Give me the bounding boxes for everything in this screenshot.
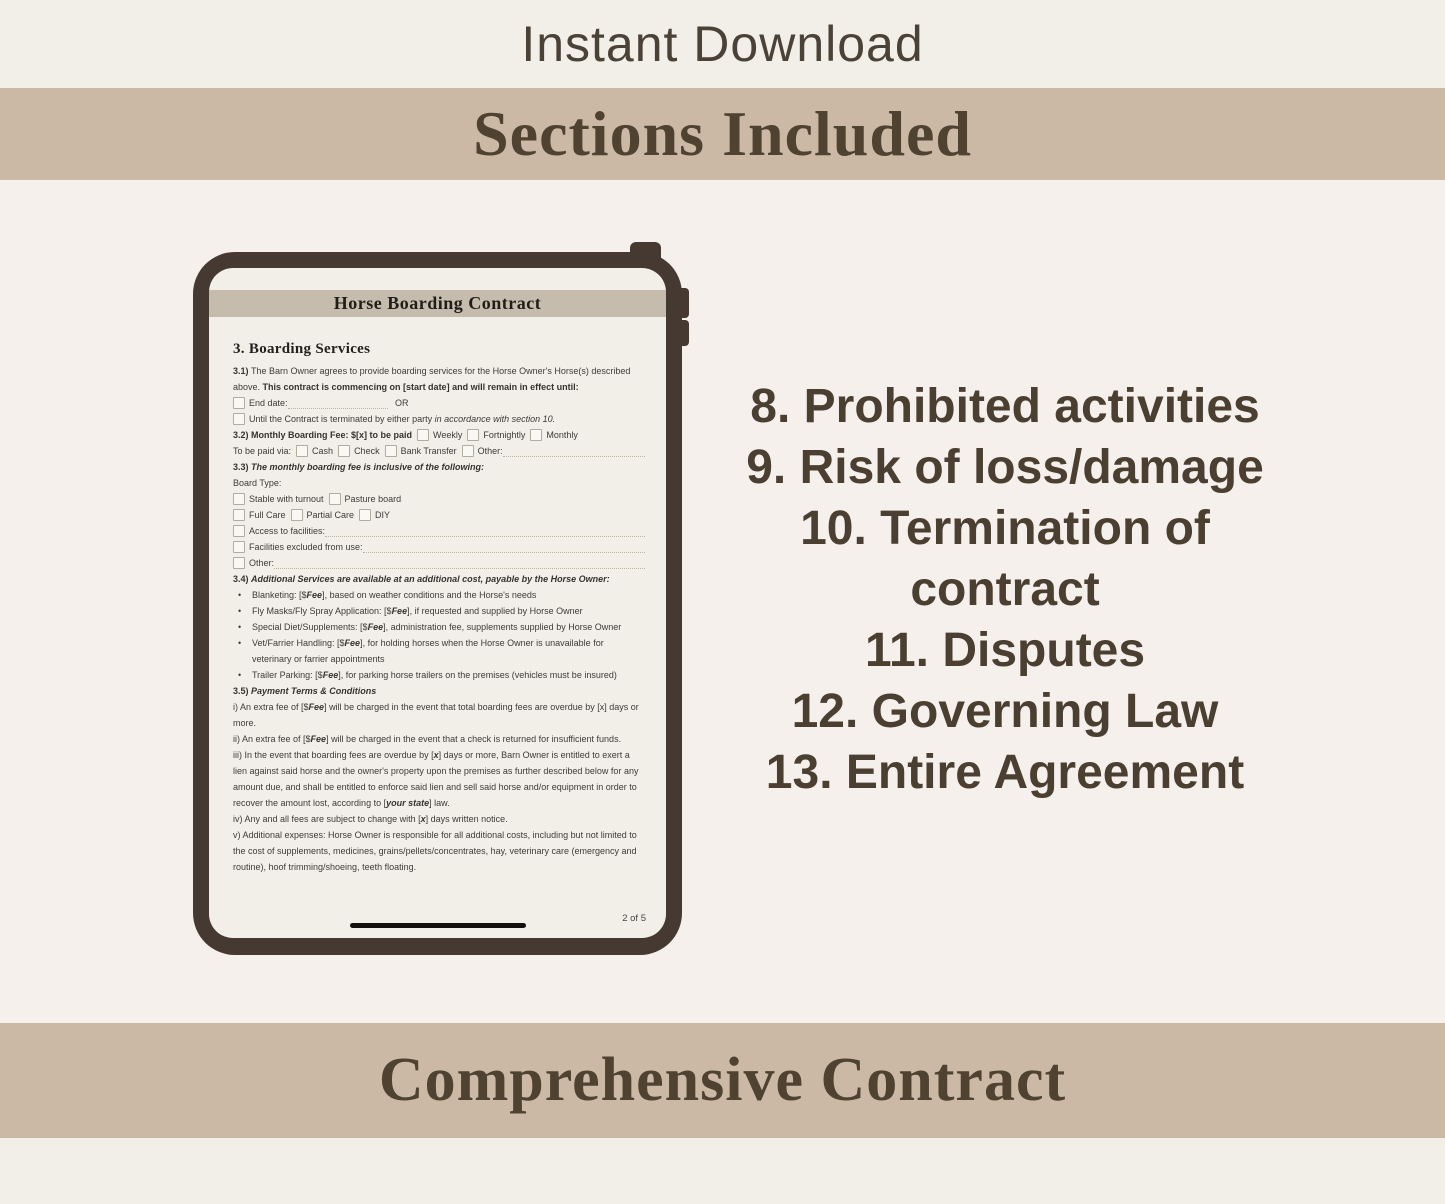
document-text: Vet/Farrier Handling: [$ [252, 638, 345, 648]
document-line [233, 811, 645, 827]
sections-included-title: Sections Included [473, 98, 972, 169]
document-text: Partial Care [306, 510, 360, 520]
fill-in-line[interactable] [325, 525, 645, 537]
document-text: Special Diet/Supplements: [$ [252, 622, 368, 632]
sections-list [725, 376, 1285, 803]
bullet-text [252, 667, 645, 683]
document-line [233, 395, 645, 411]
document-text: 3.5) [233, 686, 252, 696]
document-text: ], for holding horses when the Horse Owner is unavailable for veterinary or farrier appointments [252, 638, 607, 664]
document-line [233, 411, 645, 427]
checkbox-icon[interactable] [233, 509, 245, 521]
document-text: x [420, 814, 426, 824]
document-bullet-line [233, 667, 645, 683]
document-text: Payment Terms & Conditions [251, 686, 377, 696]
sections-included-banner [0, 88, 1445, 180]
document-text: x [433, 750, 439, 760]
document-text: your state [386, 798, 430, 808]
checkbox-icon[interactable] [291, 509, 303, 521]
document-text: Board Type: [233, 478, 282, 488]
document-text: Fee [322, 670, 339, 680]
document-title: Horse Boarding Contract [333, 293, 542, 313]
document-text: Until the Contract is terminated by either party [249, 414, 435, 424]
checkbox-icon[interactable] [417, 429, 429, 441]
tablet-mockup [193, 252, 682, 955]
document-line [233, 459, 645, 475]
document-text: Fee [344, 638, 361, 648]
document-text: Cash [312, 446, 339, 456]
document-text: ] days written notice. [425, 814, 508, 824]
section-list-item: 13. Entire Agreement [765, 746, 1245, 799]
document-text: ], administration fee, supplements supplied by Horse Owner [383, 622, 622, 632]
bullet-text [252, 619, 645, 635]
document-text: in accordance with section 10. [434, 414, 556, 424]
top-strip [0, 0, 1445, 88]
fill-in-line[interactable] [288, 397, 388, 409]
checkbox-icon[interactable] [329, 493, 341, 505]
document-text: Stable with turnout [249, 494, 329, 504]
checkbox-icon[interactable] [385, 445, 397, 457]
document-text: ], if requested and supplied by Horse Owner [407, 606, 583, 616]
section-heading: 3. Boarding Services [233, 341, 371, 357]
document-line [233, 427, 645, 443]
bullet-text [252, 603, 645, 619]
comprehensive-contract-title: Comprehensive Contract [378, 1046, 1067, 1114]
document-line [233, 539, 645, 555]
document-header-band [209, 290, 666, 317]
checkbox-icon[interactable] [338, 445, 350, 457]
document-text: Bank Transfer [400, 446, 462, 456]
document-text: v) Additional expenses: Horse Owner is responsible for all additional costs, including but not limited to the cost of supplements, medicines, grains/pellets/concentrates, hay, veterinary care (emergency and routine), hoof trimming/shoeing, teeth floating. [233, 830, 640, 872]
document-line [233, 571, 645, 587]
document-text: Full Care [249, 510, 291, 520]
document-text: Monthly [546, 430, 578, 440]
document-text: ], for parking horse trailers on the premises (vehicles must be insured) [338, 670, 617, 680]
document-line [233, 523, 645, 539]
document-bullet-line [233, 635, 645, 667]
document-text: 3.2) Monthly Boarding Fee: $[x] to be paid [233, 430, 418, 440]
document-line [233, 683, 645, 699]
bullet-text [252, 587, 645, 603]
document-text: End date: [249, 398, 288, 408]
checkbox-icon[interactable] [530, 429, 542, 441]
document-text: i) An extra fee of [$ [233, 702, 309, 712]
section-list-item: 8. Prohibited activities [750, 380, 1260, 433]
bullet-icon: • [238, 670, 242, 680]
fill-in-line[interactable] [363, 541, 645, 553]
document-line [233, 491, 645, 507]
document-text: iii) In the event that boarding fees are overdue by [ [233, 750, 434, 760]
document-text: The monthly boarding fee is inclusive of the following: [251, 462, 485, 472]
document-body [233, 363, 645, 875]
document-text: Fee [367, 622, 384, 632]
document-text: Fee [310, 734, 327, 744]
checkbox-icon[interactable] [233, 493, 245, 505]
checkbox-icon[interactable] [467, 429, 479, 441]
bullet-icon: • [238, 622, 242, 632]
page-indicator: 2 of 5 [622, 913, 646, 924]
document-line [233, 507, 645, 523]
document-text: ] will be charged in the event that a check is returned for insufficient funds. [326, 734, 622, 744]
document-text: Additional Services are available at an additional cost, payable by the Horse Owner: [251, 574, 610, 584]
document-text: 3.3) [233, 462, 252, 472]
bullet-icon: • [238, 590, 242, 600]
document-line [233, 731, 645, 747]
document-text: This contract is commencing on [start date] and will remain in effect until: [262, 382, 579, 392]
section-list-item: 11. Disputes [864, 624, 1146, 677]
document-text: iv) Any and all fees are subject to change with [ [233, 814, 421, 824]
checkbox-icon[interactable] [359, 509, 371, 521]
document-text: Trailer Parking: [$ [252, 670, 323, 680]
checkbox-icon[interactable] [233, 525, 245, 537]
checkbox-icon[interactable] [296, 445, 308, 457]
document-text: Access to facilities: [249, 526, 326, 536]
checkbox-icon[interactable] [233, 397, 245, 409]
document-line [233, 443, 645, 459]
bullet-text [252, 635, 645, 667]
document-text: Fee [306, 590, 323, 600]
checkbox-icon[interactable] [233, 413, 245, 425]
document-bullet-line [233, 587, 645, 603]
document-text: The Barn Owner agrees to provide boarding services for the Horse Owner's Horse(s) described above. [233, 366, 633, 392]
tablet-screen [209, 268, 666, 938]
document-bullet-line [233, 619, 645, 635]
document-text: ] days or more, Barn Owner is entitled to exert a lien against said horse and the owner's property upon the premises as further described below for any amount due, and shall be entitled to enforce said lien and sell said horse and/or equipment in order to recover the amount lost, according to [ [233, 750, 641, 808]
document-text: ii) An extra fee of [$ [233, 734, 311, 744]
bullet-icon: • [238, 638, 242, 648]
document-text: Other: [249, 558, 275, 568]
document-text: To be paid via: [233, 446, 297, 456]
document-text: ] law. [429, 798, 450, 808]
document-bullet-line [233, 603, 645, 619]
document-text: Fee [308, 702, 325, 712]
bullet-icon: • [238, 606, 242, 616]
document-text: Fortnightly [483, 430, 531, 440]
tablet-volume-up-button[interactable] [680, 288, 689, 318]
document-line [233, 827, 645, 875]
document-line [233, 363, 645, 395]
document-text: Check [354, 446, 385, 456]
main-area [0, 180, 1445, 1023]
document-text: 3.4) [233, 574, 252, 584]
document-line [233, 699, 645, 731]
document-text: Weekly [433, 430, 468, 440]
document-text: Facilities excluded from use: [249, 542, 363, 552]
tablet-volume-down-button[interactable] [680, 320, 689, 346]
bottom-strip [0, 1138, 1445, 1204]
checkbox-icon[interactable] [233, 541, 245, 553]
document-text: ] will be charged in the event that total boarding fees are overdue by [x] days or more. [233, 702, 642, 728]
section-list-item: 10. Termination of contract [800, 502, 1210, 616]
document-text: 3.1) [233, 366, 252, 376]
checkbox-icon[interactable] [233, 557, 245, 569]
home-indicator[interactable] [350, 923, 526, 928]
document-text: Pasture board [344, 494, 402, 504]
section-list-item: 12. Governing Law [791, 685, 1219, 738]
tablet-power-button[interactable] [630, 242, 661, 258]
document-text: Other: [477, 446, 503, 456]
contract-document [233, 341, 645, 875]
fill-in-line[interactable] [503, 445, 645, 457]
comprehensive-contract-banner [0, 1023, 1445, 1138]
document-text: Fee [391, 606, 408, 616]
document-line [233, 555, 645, 571]
document-text: ], based on weather conditions and the Horse's needs [322, 590, 537, 600]
document-text: OR [387, 398, 409, 408]
document-line [233, 475, 645, 491]
fill-in-line[interactable] [274, 557, 645, 569]
instant-download-label: Instant Download [521, 16, 924, 72]
document-text: DIY [375, 510, 391, 520]
section-list-item: 9. Risk of loss/damage [746, 441, 1264, 494]
document-line [233, 747, 645, 811]
document-text: Blanketing: [$ [252, 590, 307, 600]
checkbox-icon[interactable] [462, 445, 474, 457]
document-text: Fly Masks/Fly Spray Application: [$ [252, 606, 392, 616]
